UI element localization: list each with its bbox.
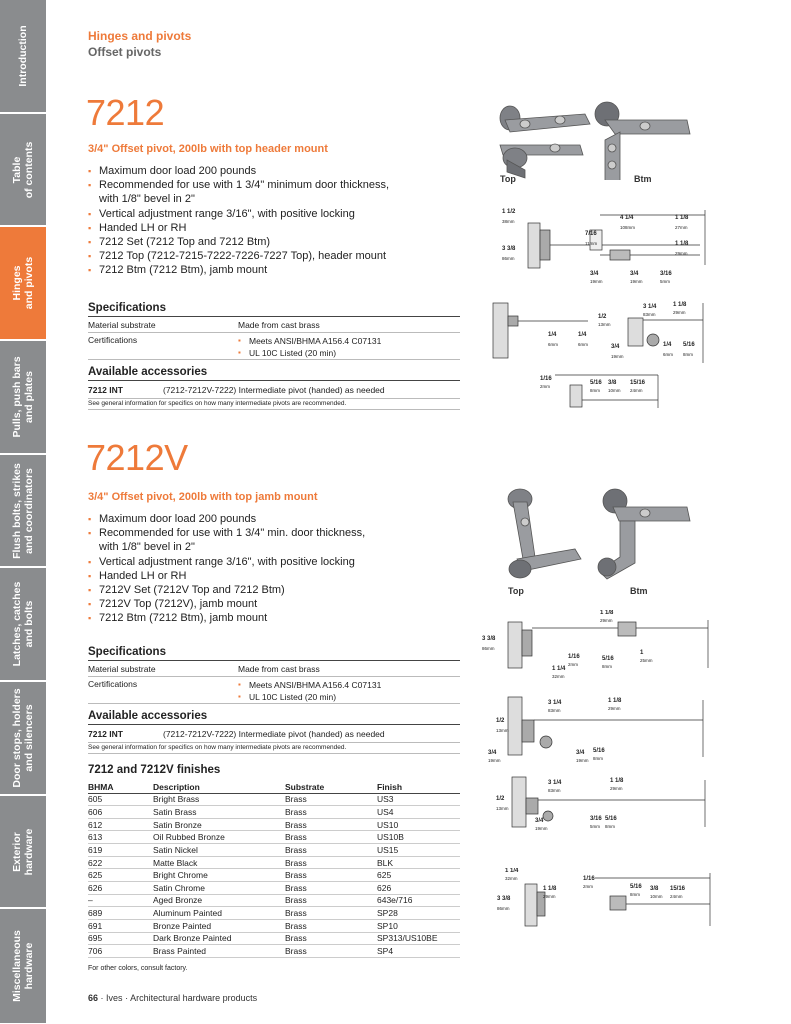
dimension-label: 32mm: [505, 876, 518, 881]
accessories-heading: Available accessories: [88, 710, 460, 725]
dimension-label: 15/16: [670, 886, 686, 892]
feature-item: ▪ Handed LH or RH: [88, 569, 448, 583]
accessory-note: See general information for specifics on how many intermediate pivots are recommended.: [88, 398, 460, 410]
dimension-label: 19mm: [535, 826, 548, 831]
table-row: 613 Oil Rubbed Bronze Brass US10B: [88, 831, 460, 844]
accessory-row: 7212 INT (7212-7212V-7222) Intermediate pivot (handed) as needed: [88, 729, 385, 739]
table-row: 695 Dark Bronze Painted Brass SP313/US10BE: [88, 932, 460, 945]
specifications-heading: Specifications: [88, 302, 460, 317]
dimension-label: 13mm: [496, 728, 509, 733]
dimension-label: 83mm: [548, 788, 561, 793]
footer-brand: Ives: [106, 993, 123, 1003]
tab-hinges-and-pivots[interactable]: Hinges and pivots: [0, 227, 46, 340]
dimension-label: 3/4: [576, 750, 585, 756]
feature-item: ▪ 7212 Top (7212-7215-7222-7226-7227 Top), header mount: [88, 249, 448, 263]
dimension-label: 1 1/8: [608, 698, 622, 704]
table-row: – Aged Bronze Brass 643e/716: [88, 894, 460, 907]
dimension-label: 3 1/4: [548, 700, 562, 706]
table-row: 619 Satin Nickel Brass US15: [88, 844, 460, 857]
dimension-label: 6mm: [663, 352, 673, 357]
dimension-label: 8mm: [605, 824, 615, 829]
dimension-label: 108mm: [620, 225, 636, 230]
dimension-drawing-7212-top: [500, 205, 710, 290]
dimension-label: 19mm: [611, 354, 624, 359]
dimension-label: 27mm: [675, 225, 688, 230]
table-row: 626 Satin Chrome Brass 626: [88, 881, 460, 894]
dimension-label: 2mm: [583, 884, 593, 889]
dimension-label: 5/16: [630, 884, 642, 890]
dimension-label: 6mm: [578, 342, 588, 347]
finishes-table: [88, 781, 460, 958]
dimension-drawing-7212v-top: [480, 610, 712, 680]
dimension-label: 8mm: [593, 756, 603, 761]
accessory-note: See general information for specifics on how many intermediate pivots are recommended.: [88, 742, 460, 754]
table-row: 706 Brass Painted Brass SP4: [88, 945, 460, 958]
table-row: 625 Bright Chrome Brass 625: [88, 869, 460, 882]
feature-item: ▪ Recommended for use with 1 3/4" minimum door thickness,: [88, 178, 448, 192]
dimension-label: 29mm: [608, 706, 621, 711]
dimension-label: 86mm: [497, 906, 510, 911]
table-row: 689 Aluminum Painted Brass SP28: [88, 907, 460, 920]
dimension-label: 10mm: [608, 388, 621, 393]
feature-item: ▪ 7212V Top (7212V), jamb mount: [88, 597, 448, 611]
spec-row-certifications: Certifications: [88, 679, 460, 704]
dimension-label: 2mm: [568, 662, 578, 667]
dimension-label: 3/4: [611, 344, 620, 350]
dimension-drawing-7212v-int: [495, 868, 717, 930]
photo-label-btm: Btm: [630, 586, 648, 596]
dimension-label: 19mm: [630, 279, 643, 284]
dimension-label: 8mm: [683, 352, 693, 357]
tab-pulls-push-bars[interactable]: Pulls, push bars and plates: [0, 341, 46, 454]
dimension-label: 86mm: [502, 256, 515, 261]
feature-item: ▪ Handed LH or RH: [88, 221, 448, 235]
dimension-label: 15/16: [630, 380, 646, 386]
dimension-label: 7/16: [585, 231, 597, 237]
feature-item: ▪ 7212V Set (7212V Top and 7212 Btm): [88, 583, 448, 597]
spec-row-certifications: Certifications: [88, 335, 460, 360]
dimension-label: 3/4: [488, 750, 497, 756]
feature-item: ▪ Vertical adjustment range 3/16", with positive locking: [88, 207, 448, 221]
dimension-label: 24mm: [670, 894, 683, 899]
dimension-label: 3/8: [650, 886, 659, 892]
dimension-label: 1 1/8: [673, 302, 687, 308]
table-row: 622 Matte Black Brass BLK: [88, 856, 460, 869]
dimension-label: 1/4: [548, 332, 557, 338]
dimension-label: 1 1/4: [552, 666, 566, 672]
dimension-label: 29mm: [675, 251, 688, 256]
model-7212v-title: 7212V: [86, 437, 188, 478]
dimension-label: 8mm: [590, 388, 600, 393]
tab-door-stops[interactable]: Door stops, holders and silencers: [0, 682, 46, 795]
tab-miscellaneous-hardware[interactable]: Miscellaneous hardware: [0, 909, 46, 1024]
dimension-label: 13mm: [598, 322, 611, 327]
dimension-label: 1 1/4: [505, 868, 519, 874]
tab-introduction[interactable]: Introduction: [0, 0, 46, 113]
pivot-7212v-photo: [495, 487, 695, 587]
model-7212-features: [88, 164, 448, 278]
spec-row-material: Material substrate Made from cast brass: [88, 664, 460, 677]
dimension-label: 19mm: [488, 758, 501, 763]
dimension-label: 1/2: [496, 718, 505, 724]
finishes-title: 7212 and 7212V finishes: [88, 764, 221, 776]
dimension-label: 10mm: [650, 894, 663, 899]
dimension-label: 3 1/4: [548, 780, 562, 786]
dimension-label: 3/16: [590, 816, 602, 822]
dimension-label: 19mm: [590, 279, 603, 284]
dimension-label: 1 1/8: [610, 778, 624, 784]
dimension-label: 38mm: [502, 219, 515, 224]
dimension-label: 3/8: [608, 380, 617, 386]
table-row: 612 Satin Bronze Brass US10: [88, 818, 460, 831]
dimension-label: 1/2: [598, 314, 607, 320]
dimension-label: 86mm: [482, 646, 495, 651]
dimension-label: 1/16: [583, 876, 595, 882]
feature-item: with 1/8" bevel in 2": [99, 541, 195, 554]
spec-row-material: Material substrate Made from cast brass: [88, 320, 460, 333]
feature-item: ▪ Recommended for use with 1 3/4" min. door thickness,: [88, 526, 448, 540]
dimension-label: 24mm: [630, 388, 643, 393]
dimension-label: 8mm: [630, 892, 640, 897]
feature-item: ▪ 7212 Btm (7212 Btm), jamb mount: [88, 263, 448, 277]
dimension-label: 1 1/2: [502, 209, 516, 215]
dimension-label: 11mm: [585, 241, 598, 246]
dimension-label: 3/4: [630, 271, 639, 277]
model-7212-subtitle: 3/4" Offset pivot, 200lb with top header mount: [88, 143, 328, 155]
dimension-label: 83mm: [643, 312, 656, 317]
cert-list: ▪ Meets ANSI/BHMA A156.4 C07131 ▪ UL 10C Listed (20 min): [238, 679, 381, 703]
dimension-label: 5mm: [590, 824, 600, 829]
finishes-note: For other colors, consult factory.: [88, 965, 188, 972]
model-7212v-subtitle: 3/4" Offset pivot, 200lb with top jamb mount: [88, 491, 318, 503]
footer-title: Architectural hardware products: [130, 993, 258, 1003]
section-tabs: [0, 0, 47, 1024]
dimension-label: 5/16: [605, 816, 617, 822]
table-header-row: BHMA Description Substrate Finish: [88, 781, 460, 793]
feature-item: ▪ 7212 Btm (7212 Btm), jamb mount: [88, 611, 448, 625]
dimension-label: 29mm: [673, 310, 686, 315]
tab-flush-bolts[interactable]: Flush bolts, strikes and coordinators: [0, 455, 46, 567]
dimension-label: 3 1/4: [643, 304, 657, 310]
model-7212-title: 7212: [86, 92, 165, 133]
dimension-label: 29mm: [543, 894, 556, 899]
page-footer: 66 · Ives · Architectural hardware products: [88, 993, 258, 1003]
specifications-heading: Specifications: [88, 646, 460, 661]
dimension-label: 1/4: [578, 332, 587, 338]
dimension-label: 8mm: [602, 664, 612, 669]
photo-label-btm: Btm: [634, 174, 652, 184]
dimension-label: 5/16: [602, 656, 614, 662]
dimension-label: 3 3/8: [482, 636, 496, 642]
pivot-7212-photo: [495, 100, 695, 180]
tab-exterior-hardware[interactable]: Exterior hardware: [0, 796, 46, 908]
dimension-label: 3/4: [590, 271, 599, 277]
dimension-drawing-7212v-btm: [488, 692, 710, 764]
dimension-label: 1/16: [568, 654, 580, 660]
dimension-label: 3 3/8: [497, 896, 511, 902]
dimension-label: 3 3/8: [502, 246, 516, 252]
dimension-label: 1 1/8: [600, 610, 614, 616]
dimension-label: 5/16: [593, 748, 605, 754]
dimension-label: 1: [640, 650, 644, 656]
feature-item: with 1/8" bevel in 2": [99, 193, 195, 206]
dimension-label: 5mm: [660, 279, 670, 284]
table-row: 691 Bronze Painted Brass SP10: [88, 919, 460, 932]
dimension-label: 32mm: [552, 674, 565, 679]
dimension-label: 3/16: [660, 271, 672, 277]
feature-item: ▪ Maximum door load 200 pounds: [88, 164, 448, 178]
dimension-label: 3/4: [535, 818, 544, 824]
dimension-label: 1/2: [496, 796, 505, 802]
dimension-drawing-7212-btm: [488, 298, 710, 366]
dimension-drawing-7212-int: [540, 370, 660, 410]
dimension-label: 29mm: [610, 786, 623, 791]
feature-item: ▪ Vertical adjustment range 3/16", with positive locking: [88, 555, 448, 569]
tab-latches-catches[interactable]: Latches, catches and bolts: [0, 568, 46, 681]
table-row: 605 Bright Brass Brass US3: [88, 793, 460, 806]
category-title: Hinges and pivots: [88, 29, 192, 43]
accessory-row: 7212 INT (7212-7212V-7222) Intermediate pivot (handed) as needed: [88, 385, 385, 395]
cert-list: ▪ Meets ANSI/BHMA A156.4 C07131 ▪ UL 10C Listed (20 min): [238, 335, 381, 359]
dimension-label: 19mm: [576, 758, 589, 763]
dimension-label: 1 1/8: [675, 241, 689, 247]
dimension-label: 5/16: [683, 342, 695, 348]
model-7212v-features: [88, 512, 448, 626]
accessories-heading: Available accessories: [88, 366, 460, 381]
dimension-label: 6mm: [548, 342, 558, 347]
dimension-label: 4 1/4: [620, 215, 634, 221]
subcategory-title: Offset pivots: [88, 45, 162, 59]
dimension-label: 2mm: [540, 384, 550, 389]
dimension-label: 5/16: [590, 380, 602, 386]
dimension-label: 29mm: [600, 618, 613, 623]
dimension-label: 1/16: [540, 376, 552, 382]
feature-item: ▪ Maximum door load 200 pounds: [88, 512, 448, 526]
photo-label-top: Top: [500, 174, 516, 184]
dimension-label: 1 1/8: [675, 215, 689, 221]
dimension-label: 1 1/8: [543, 886, 557, 892]
dimension-label: 13mm: [496, 806, 509, 811]
dimension-label: 83mm: [548, 708, 561, 713]
photo-label-top: Top: [508, 586, 524, 596]
dimension-label: 25mm: [640, 658, 653, 663]
dimension-drawing-7212v-btm-alt: [490, 772, 712, 832]
feature-item: ▪ 7212 Set (7212 Top and 7212 Btm): [88, 235, 448, 249]
page-number: 66: [88, 993, 99, 1003]
table-row: 606 Satin Brass Brass US4: [88, 806, 460, 819]
tab-table-of-contents[interactable]: Table of contents: [0, 114, 46, 226]
dimension-label: 1/4: [663, 342, 672, 348]
